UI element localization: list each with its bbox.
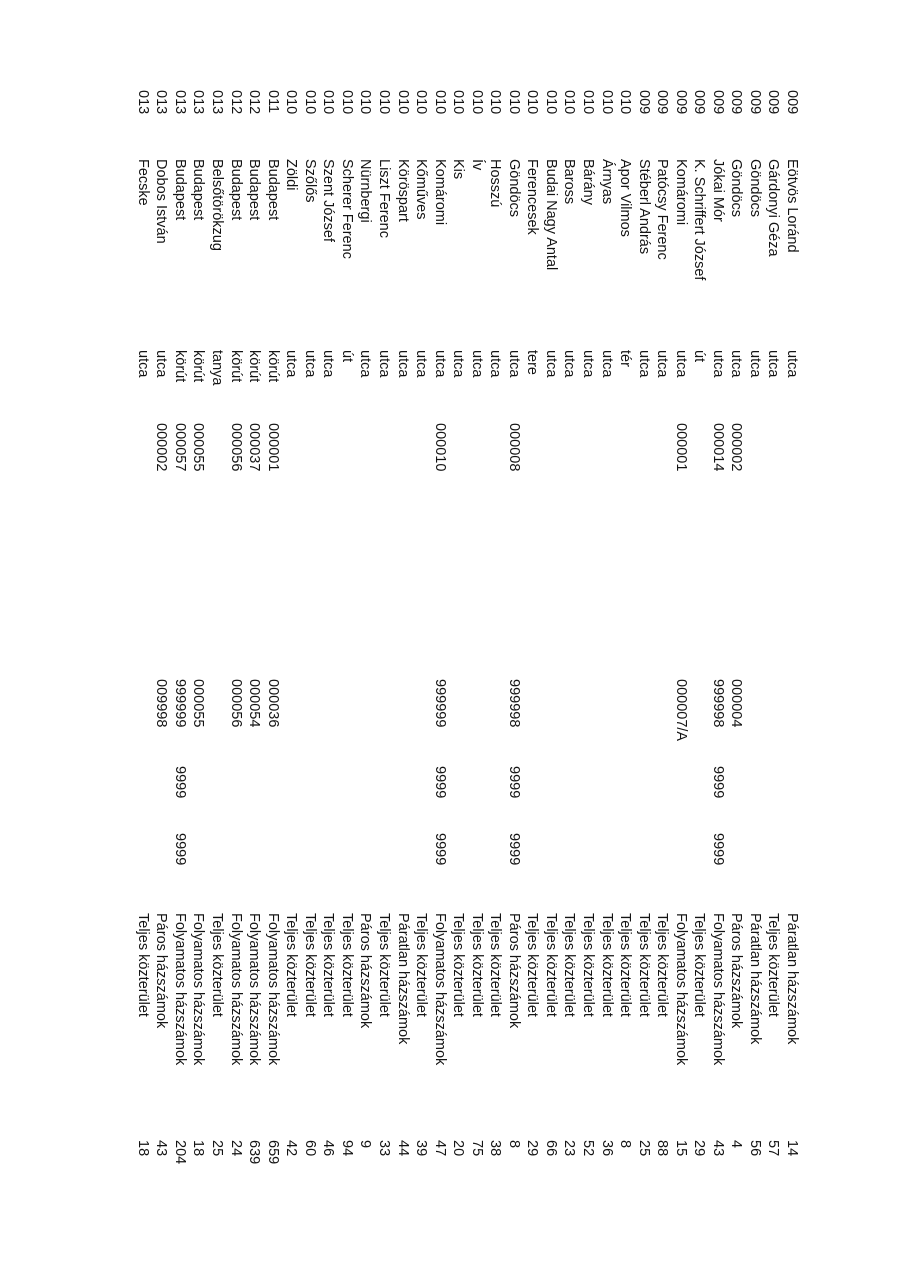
district-code-cell: 010 — [283, 90, 300, 115]
range-type-cell: Teljes közterület — [691, 913, 708, 1017]
house-number-from-cell: 000001 — [672, 423, 689, 472]
range-type-cell: Páratlan házszámok — [394, 913, 411, 1045]
table-row — [653, 0, 672, 1280]
house-number-from-cell: 000014 — [709, 423, 726, 472]
table-row — [727, 0, 746, 1280]
street-type-cell: utca — [283, 350, 300, 378]
house-number-to-cell: 000056 — [227, 679, 244, 728]
table-row — [412, 0, 431, 1280]
street-type-cell: utca — [301, 350, 318, 378]
street-name-cell: K. Schriffert József — [691, 159, 708, 281]
house-number-to-cell: 000054 — [246, 679, 263, 728]
table-row — [282, 0, 301, 1280]
district-code-cell: 010 — [375, 90, 392, 115]
range-type-cell: Páros házszámok — [153, 913, 170, 1029]
district-code-cell: 010 — [320, 90, 337, 115]
range-type-cell: Páratlan házszámok — [784, 913, 800, 1045]
table-row — [226, 0, 245, 1280]
street-type-cell: utca — [487, 350, 504, 378]
count-cell: 75 — [468, 1140, 485, 1157]
house-number-from-cell: 000056 — [227, 423, 244, 472]
street-type-cell: utca — [654, 350, 671, 378]
street-name-cell: Budapest — [264, 159, 281, 221]
house-number-from-cell: 000002 — [153, 423, 170, 472]
table-row — [597, 0, 616, 1280]
street-name-cell: Kis — [450, 159, 467, 180]
district-code-cell: 010 — [579, 90, 596, 115]
street-type-cell: utca — [357, 350, 374, 378]
range-type-cell: Páratlan házszámok — [746, 913, 763, 1045]
range-type-cell: Teljes közterület — [375, 913, 392, 1017]
count-cell: 8 — [617, 1140, 634, 1149]
street-name-cell: Szent József — [320, 159, 337, 243]
street-name-cell: Bárány — [579, 159, 596, 205]
district-code-cell: 009 — [709, 90, 726, 115]
range-type-cell: Páros házszámok — [505, 913, 522, 1029]
table-row — [523, 0, 542, 1280]
street-type-cell: utca — [153, 350, 170, 378]
district-code-cell: 009 — [765, 90, 782, 115]
table-row — [467, 0, 486, 1280]
range-type-cell: Teljes közterület — [617, 913, 634, 1017]
street-name-cell: Kőműves — [413, 159, 430, 220]
range-type-cell: Teljes közterület — [561, 913, 578, 1017]
district-code-cell: 010 — [431, 90, 448, 115]
range-type-cell: Teljes közterület — [320, 913, 337, 1017]
street-type-cell: utca — [746, 350, 763, 378]
count-cell: 39 — [413, 1140, 430, 1157]
street-type-cell: utca — [431, 350, 448, 378]
count-cell: 204 — [171, 1140, 188, 1165]
street-name-cell: Patócsy Ferenc — [654, 159, 671, 260]
street-name-cell: Scherer Ferenc — [338, 159, 355, 259]
count-cell: 43 — [709, 1140, 726, 1157]
extra-code-1-cell: 9999 — [709, 766, 726, 799]
table-row — [690, 0, 709, 1280]
street-name-cell: Budapest — [190, 159, 207, 221]
district-code-cell: 013 — [153, 90, 170, 115]
street-type-cell: körút — [246, 350, 263, 383]
street-name-cell: Jókai Mór — [709, 159, 726, 222]
count-cell: 57 — [765, 1140, 782, 1157]
count-cell: 4 — [728, 1140, 745, 1149]
range-type-cell: Teljes közterület — [635, 913, 652, 1017]
range-type-cell: Folyamatos házszámok — [171, 913, 188, 1066]
street-name-cell: Szőlős — [301, 159, 318, 203]
house-number-from-cell: 000002 — [728, 423, 745, 472]
district-code-cell: 010 — [542, 90, 559, 115]
district-code-cell: 010 — [413, 90, 430, 115]
range-type-cell: Teljes közterület — [134, 913, 151, 1017]
extra-code-2-cell: 9999 — [431, 833, 448, 866]
extra-code-2-cell: 9999 — [171, 833, 188, 866]
table-row — [208, 0, 227, 1280]
table-row — [319, 0, 338, 1280]
extra-code-2-cell: 9999 — [505, 833, 522, 866]
table-row — [133, 0, 152, 1280]
table-row — [356, 0, 375, 1280]
district-code-cell: 011 — [264, 90, 281, 114]
district-code-cell: 009 — [635, 90, 652, 115]
district-code-cell: 010 — [357, 90, 374, 115]
street-type-cell: utca — [320, 350, 337, 378]
street-type-cell: tanya — [209, 350, 226, 386]
district-code-cell: 010 — [598, 90, 615, 115]
district-code-cell: 010 — [338, 90, 355, 115]
district-code-cell: 010 — [487, 90, 504, 115]
address-table — [133, 0, 801, 1280]
count-cell: 43 — [153, 1140, 170, 1157]
count-cell: 38 — [487, 1140, 504, 1157]
street-type-cell: utca — [784, 350, 800, 378]
range-type-cell: Folyamatos házszámok — [431, 913, 448, 1066]
house-number-from-cell: 000008 — [505, 423, 522, 472]
range-type-cell: Teljes közterület — [301, 913, 318, 1017]
district-code-cell: 012 — [246, 90, 263, 115]
extra-code-1-cell: 9999 — [431, 766, 448, 799]
district-code-cell: 009 — [784, 90, 800, 115]
count-cell: 9 — [357, 1140, 374, 1149]
table-row — [300, 0, 319, 1280]
district-code-cell: 009 — [691, 90, 708, 115]
district-code-cell: 010 — [394, 90, 411, 115]
street-type-cell: körút — [227, 350, 244, 383]
range-type-cell: Teljes közterület — [487, 913, 504, 1017]
table-row — [578, 0, 597, 1280]
district-code-cell: 012 — [227, 90, 244, 115]
house-number-to-cell: 000004 — [728, 679, 745, 728]
street-name-cell: Göndöcs — [746, 159, 763, 218]
district-code-cell: 009 — [728, 90, 745, 115]
range-type-cell: Teljes közterület — [468, 913, 485, 1017]
district-code-cell: 010 — [617, 90, 634, 115]
street-type-cell: utca — [709, 350, 726, 378]
table-row — [263, 0, 282, 1280]
count-cell: 47 — [431, 1140, 448, 1157]
street-name-cell: Ferencesek — [524, 159, 541, 235]
count-cell: 659 — [264, 1140, 281, 1165]
count-cell: 94 — [338, 1140, 355, 1157]
count-cell: 46 — [320, 1140, 337, 1157]
street-name-cell: Hosszú — [487, 159, 504, 208]
count-cell: 639 — [246, 1140, 263, 1165]
count-cell: 33 — [375, 1140, 392, 1157]
table-row — [189, 0, 208, 1280]
district-code-cell: 010 — [450, 90, 467, 115]
district-code-cell: 009 — [746, 90, 763, 115]
range-type-cell: Folyamatos házszámok — [227, 913, 244, 1066]
street-type-cell: tere — [524, 350, 541, 375]
count-cell: 14 — [784, 1140, 800, 1157]
street-name-cell: Nürnbergi — [357, 159, 374, 223]
street-name-cell: Árnyas — [598, 159, 615, 205]
count-cell: 25 — [209, 1140, 226, 1157]
house-number-to-cell: 009998 — [153, 679, 170, 728]
street-type-cell: út — [338, 350, 355, 363]
street-name-cell: Komáromi — [431, 159, 448, 226]
house-number-to-cell: 000007/A — [672, 679, 689, 742]
house-number-to-cell: 999999 — [171, 679, 188, 728]
street-type-cell: utca — [505, 350, 522, 378]
table-row — [560, 0, 579, 1280]
district-code-cell: 013 — [134, 90, 151, 115]
street-name-cell: Fecske — [134, 159, 151, 206]
table-row — [745, 0, 764, 1280]
table-row — [449, 0, 468, 1280]
extra-code-1-cell: 9999 — [505, 766, 522, 799]
range-type-cell: Folyamatos házszámok — [672, 913, 689, 1066]
street-type-cell: utca — [598, 350, 615, 378]
table-row — [374, 0, 393, 1280]
district-code-cell: 010 — [505, 90, 522, 115]
house-number-to-cell: 000055 — [190, 679, 207, 728]
count-cell: 66 — [542, 1140, 559, 1157]
district-code-cell: 013 — [171, 90, 188, 115]
range-type-cell: Teljes közterület — [579, 913, 596, 1017]
table-row — [708, 0, 727, 1280]
house-number-from-cell: 000055 — [190, 423, 207, 472]
street-type-cell: körút — [264, 350, 281, 383]
street-type-cell: utca — [561, 350, 578, 378]
range-type-cell: Folyamatos házszámok — [246, 913, 263, 1066]
range-type-cell: Teljes közterület — [654, 913, 671, 1017]
street-name-cell: Budapest — [171, 159, 188, 221]
table-row — [486, 0, 505, 1280]
street-name-cell: Budai Nagy Antal — [542, 159, 559, 271]
count-cell: 29 — [691, 1140, 708, 1157]
street-name-cell: Budapest — [227, 159, 244, 221]
table-row — [634, 0, 653, 1280]
street-type-cell: tér — [617, 350, 634, 367]
street-type-cell: utca — [672, 350, 689, 378]
district-code-cell: 010 — [468, 90, 485, 115]
street-type-cell: utca — [635, 350, 652, 378]
street-type-cell: utca — [468, 350, 485, 378]
count-cell: 18 — [190, 1140, 207, 1157]
range-type-cell: Folyamatos házszámok — [709, 913, 726, 1066]
house-number-from-cell: 000057 — [171, 423, 188, 472]
house-number-from-cell: 000010 — [431, 423, 448, 472]
table-row — [782, 0, 801, 1280]
street-name-cell: Dobos István — [153, 159, 170, 244]
range-type-cell: Teljes közterület — [209, 913, 226, 1017]
street-name-cell: Göndöcs — [728, 159, 745, 218]
range-type-cell: Teljes közterület — [283, 913, 300, 1017]
street-type-cell: körút — [171, 350, 188, 383]
count-cell: 60 — [301, 1140, 318, 1157]
street-type-cell: utca — [134, 350, 151, 378]
street-name-cell: Belsőtörökzug — [209, 159, 226, 251]
range-type-cell: Teljes közterület — [413, 913, 430, 1017]
count-cell: 23 — [561, 1140, 578, 1157]
table-row — [152, 0, 171, 1280]
table-row — [616, 0, 635, 1280]
house-number-from-cell: 000037 — [246, 423, 263, 472]
range-type-cell: Folyamatos házszámok — [190, 913, 207, 1066]
table-row — [430, 0, 449, 1280]
street-type-cell: utca — [728, 350, 745, 378]
street-name-cell: Apor Vilmos — [617, 159, 634, 237]
house-number-to-cell: 999999 — [431, 679, 448, 728]
range-type-cell: Teljes közterület — [765, 913, 782, 1017]
count-cell: 18 — [134, 1140, 151, 1157]
count-cell: 8 — [505, 1140, 522, 1149]
extra-code-1-cell: 9999 — [171, 766, 188, 799]
range-type-cell: Teljes közterület — [450, 913, 467, 1017]
range-type-cell: Folyamatos házszámok — [264, 913, 281, 1066]
street-type-cell: utca — [450, 350, 467, 378]
house-number-to-cell: 000036 — [264, 679, 281, 728]
count-cell: 52 — [579, 1140, 596, 1157]
street-name-cell: Liszt Ferenc — [375, 159, 392, 238]
street-name-cell: Gárdonyi Géza — [765, 159, 782, 257]
table-row — [393, 0, 412, 1280]
street-name-cell: Göndöcs — [505, 159, 522, 218]
count-cell: 88 — [654, 1140, 671, 1157]
street-type-cell: utca — [765, 350, 782, 378]
street-name-cell: Stéberl András — [635, 159, 652, 255]
street-type-cell: utca — [375, 350, 392, 378]
street-name-cell: Köröspart — [394, 159, 411, 222]
count-cell: 29 — [524, 1140, 541, 1157]
range-type-cell: Páros házszámok — [357, 913, 374, 1029]
district-code-cell: 009 — [654, 90, 671, 115]
count-cell: 25 — [635, 1140, 652, 1157]
count-cell: 20 — [450, 1140, 467, 1157]
district-code-cell: 009 — [672, 90, 689, 115]
range-type-cell: Teljes közterület — [598, 913, 615, 1017]
street-name-cell: Budapest — [246, 159, 263, 221]
table-row — [245, 0, 264, 1280]
street-type-cell: körút — [190, 350, 207, 383]
range-type-cell: Páros házszámok — [728, 913, 745, 1029]
street-name-cell: Baross — [561, 159, 578, 205]
street-name-cell: Zöldi — [283, 159, 300, 191]
street-type-cell: utca — [394, 350, 411, 378]
house-number-from-cell: 000001 — [264, 423, 281, 472]
table-row — [504, 0, 523, 1280]
table-row — [337, 0, 356, 1280]
table-row — [764, 0, 783, 1280]
house-number-to-cell: 999998 — [709, 679, 726, 728]
district-code-cell: 013 — [209, 90, 226, 115]
count-cell: 56 — [746, 1140, 763, 1157]
count-cell: 44 — [394, 1140, 411, 1157]
street-type-cell: utca — [542, 350, 559, 378]
table-row — [671, 0, 690, 1280]
table-row — [541, 0, 560, 1280]
range-type-cell: Teljes közterület — [542, 913, 559, 1017]
street-type-cell: utca — [413, 350, 430, 378]
street-type-cell: út — [691, 350, 708, 363]
district-code-cell: 013 — [190, 90, 207, 115]
count-cell: 15 — [672, 1140, 689, 1157]
count-cell: 42 — [283, 1140, 300, 1157]
district-code-cell: 010 — [524, 90, 541, 115]
street-name-cell: Eötvös Loránd — [784, 159, 800, 253]
count-cell: 36 — [598, 1140, 615, 1157]
street-name-cell: Komáromi — [672, 159, 689, 226]
street-type-cell: utca — [579, 350, 596, 378]
district-code-cell: 010 — [561, 90, 578, 115]
street-name-cell: Ív — [468, 159, 485, 171]
house-number-to-cell: 999998 — [505, 679, 522, 728]
count-cell: 24 — [227, 1140, 244, 1157]
range-type-cell: Teljes közterület — [338, 913, 355, 1017]
table-row — [170, 0, 189, 1280]
extra-code-2-cell: 9999 — [709, 833, 726, 866]
district-code-cell: 010 — [301, 90, 318, 115]
range-type-cell: Teljes közterület — [524, 913, 541, 1017]
